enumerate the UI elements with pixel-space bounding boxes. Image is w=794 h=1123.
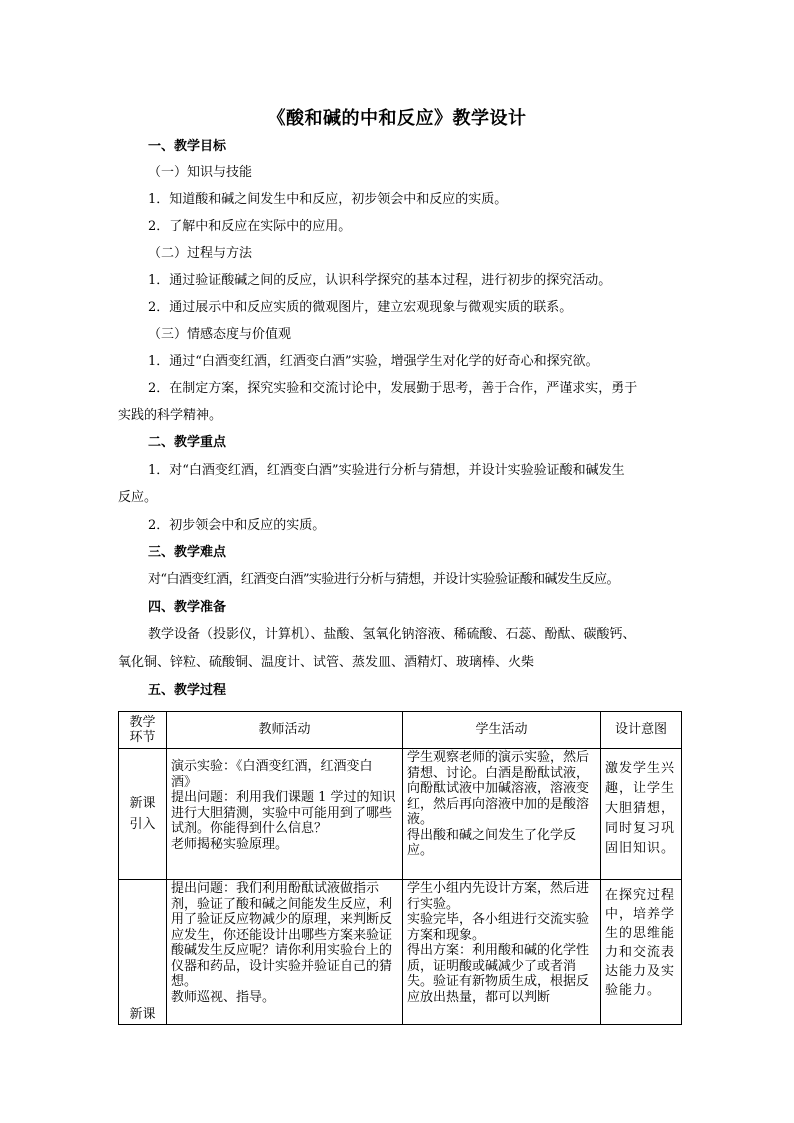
header-student-activity: 学生活动 [403,712,601,749]
section-heading-objectives: 一、教学目标 [148,139,227,154]
stage-cell: 新课 引入 [119,749,167,880]
teacher-activity-cell: 演示实验：《白酒变红酒，红酒变白酒》 提出问题：利用我们课题 1 学过的知识进行大胆猜测，实验中可能用到了哪些试剂。你能得到什么信息？ 老师揭秘实验原理。 [167,749,403,880]
teacher-activity-cell: 提出问题：我们利用酚酞试液做指示剂，验证了酸和碱之间能发生反应，利用了验证反应物减少的原理，来判断反应发生，你还能设计出哪些方案来验证酸碱发生反应呢？请你利用实验台上的仪器和药品，设计实验并验证自己的猜想。 教师巡视、指导。 [167,880,403,1025]
section-heading-process: 五、教学过程 [148,683,227,698]
stage-cell: 新课 [119,880,167,1025]
key-point-line: 反应。 [118,490,158,505]
header-stage: 教学 环节 [119,712,167,749]
student-activity-cell: 学生观察老师的演示实验，然后猜想、讨论。白酒是酚酞试液，向酚酞试液中加碱溶液，溶液变红，然后再向溶液中加的是酸溶液。 得出酸和碱之间发生了化学反应。 [403,749,601,880]
objective-line: 2．了解中和反应在实际中的应用。 [148,219,352,234]
objective-line: 2．通过展示中和反应实质的微观图片，建立宏观现象与微观实质的联系。 [148,300,573,315]
table-row [119,749,682,880]
preparation-line: 氧化铜、锌粒、硫酸铜、温度计、试管、蒸发皿、酒精灯、玻璃棒、火柴 [118,655,535,670]
section-heading-preparation: 四、教学准备 [148,600,227,615]
difficulty-line: 对“白酒变红酒，红酒变白酒”实验进行分析与猜想，并设计实验验证酸和碱发生反应。 [148,572,619,587]
objective-line: 2．在制定方案，探究实验和交流讨论中，发展勤于思考，善于合作，严谨求实，勇于 [148,381,638,396]
document-title: 《酸和碱的中和反应》教学设计 [267,108,527,129]
subheading-knowledge: （一）知识与技能 [148,165,253,180]
subheading-process: （二）过程与方法 [148,246,253,261]
key-point-line: 2．初步领会中和反应的实质。 [148,518,326,533]
preparation-line: 教学设备（投影仪，计算机）、盐酸、氢氧化钠溶液、稀硫酸、石蕊、酚酞、碳酸钙、 [148,627,636,642]
objective-line: 1．通过“白酒变红酒，红酒变白酒”实验，增强学生对化学的好奇心和探究欲。 [148,354,599,369]
key-point-line: 1．对“白酒变红酒，红酒变白酒”实验进行分析与猜想，并设计实验验证酸和碱发生 [148,463,625,478]
design-intent-cell: 激发学生兴趣，让学生大胆猜想，同时复习巩固旧知识。 [601,749,682,880]
objective-line: 1．通过验证酸碱之间的反应，认识科学探究的基本过程，进行初步的探究活动。 [148,273,612,288]
table-header-row [119,712,682,749]
section-heading-key-points: 二、教学重点 [148,435,227,450]
student-activity-cell: 学生小组内先设计方案，然后进行实验。 实验完毕，各小组进行交流实验方案和现象。 得出方案：利用酸和碱的化学性质，证明酸或碱减少了或者消失。验证有新物质生成，根据反应放出热量，都可以判断 [403,880,601,1025]
design-intent-cell: 在探究过程中，培养学生的思维能力和交流表达能力及实验能力。 [601,880,682,1025]
header-teacher-activity: 教师活动 [167,712,403,749]
subheading-attitude: （三）情感态度与价值观 [148,327,292,342]
objective-line: 1．知道酸和碱之间发生中和反应，初步领会中和反应的实质。 [148,192,508,207]
header-design-intent: 设计意图 [601,712,682,749]
section-heading-difficulties: 三、教学难点 [148,545,227,560]
objective-line: 实践的科学精神。 [118,408,223,423]
teaching-process-table [118,711,682,1025]
table-row [119,880,682,1025]
